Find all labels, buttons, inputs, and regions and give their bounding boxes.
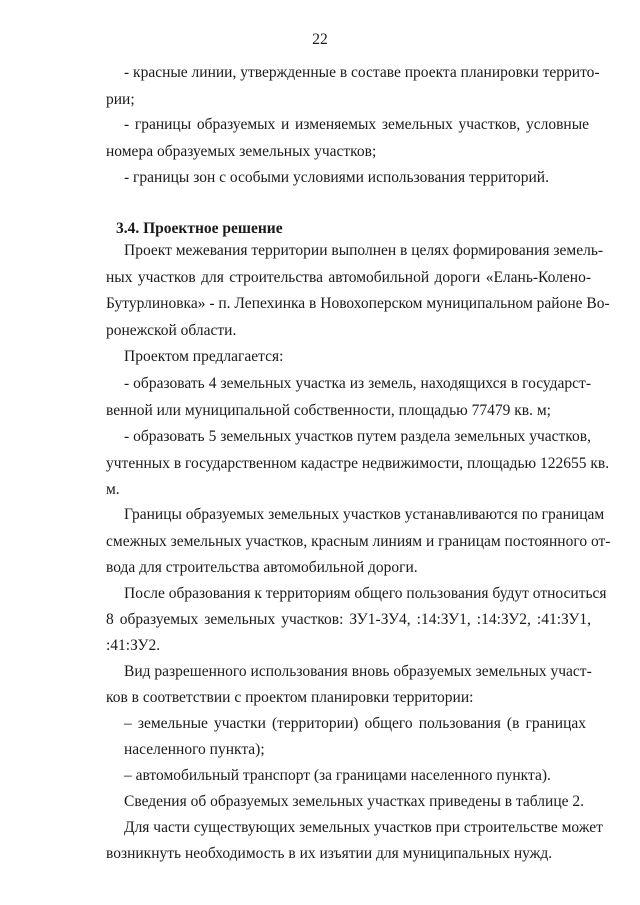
list-item-cont: учтенных в государственном кадастре недвижимости, площадью 122655 кв.: [106, 455, 610, 472]
paragraph-line: ных участков для строительства автомобильной дороги «Елань-Колено-: [106, 269, 591, 286]
list-item: - образовать 4 земельных участка из земель, находящихся в государст-: [124, 375, 591, 392]
paragraph-line: смежных земельных участков, красным линиям и границам постоянного от-: [106, 533, 611, 550]
paragraph-line: вода для строительства автомобильной дороги.: [106, 559, 418, 576]
page-number: 22: [312, 31, 328, 48]
paragraph-line: Вид разрешенного использования вновь образуемых земельных участ-: [124, 663, 592, 680]
paragraph-line: возникнуть необходимость в их изъятии для муниципальных нужд.: [106, 845, 553, 862]
paragraph-line: Бутурлиновка» - п. Лепехинка в Новохоперском муниципальном районе Во-: [106, 295, 610, 312]
list-item-cont: населенного пункта);: [124, 741, 265, 758]
boundaries-item-cont: номера образуемых земельных участков;: [106, 143, 377, 160]
paragraph-line: :41:ЗУ2.: [106, 637, 161, 654]
paragraph-line: Для части существующих земельных участков при строительстве может: [124, 819, 603, 836]
paragraph-line: ронежской области.: [106, 322, 237, 339]
paragraph-line: Проектом предлагается:: [124, 348, 284, 365]
list-item: – автомобильный транспорт (за границами населенного пункта).: [124, 767, 551, 784]
boundaries-item: - границы образуемых и изменяемых земельных участков, условные: [124, 116, 589, 133]
list-item-cont: венной или муниципальной собственности, площадью 77479 кв. м;: [106, 402, 551, 419]
paragraph-line: 8 образуемых земельных участков: ЗУ1-ЗУ4, :14:ЗУ1, :14:ЗУ2, :41:ЗУ1,: [106, 611, 591, 628]
list-item-cont: м.: [106, 481, 120, 498]
paragraph-line: Проект межевания территории выполнен в целях формирования земель-: [124, 242, 604, 259]
red-lines-item: - красные линии, утвержденные в составе проекта планировки террито-: [124, 64, 600, 81]
list-item: - образовать 5 земельных участков путем раздела земельных участков,: [124, 428, 591, 445]
section-heading: 3.4. Проектное решение: [116, 220, 283, 237]
special-zones-item: - границы зон с особыми условиями использования территорий.: [124, 169, 549, 186]
paragraph-line: После образования к территориям общего пользования будут относиться: [124, 585, 607, 602]
list-item: – земельные участки (территории) общего пользования (в границах: [124, 715, 586, 732]
paragraph-line: Сведения об образуемых земельных участках приведены в таблице 2.: [124, 793, 584, 810]
paragraph-line: ков в соответствии с проектом планировки территории:: [106, 689, 474, 706]
red-lines-item-cont: рии;: [106, 91, 135, 108]
paragraph-line: Границы образуемых земельных участков устанавливаются по границам: [124, 506, 605, 523]
